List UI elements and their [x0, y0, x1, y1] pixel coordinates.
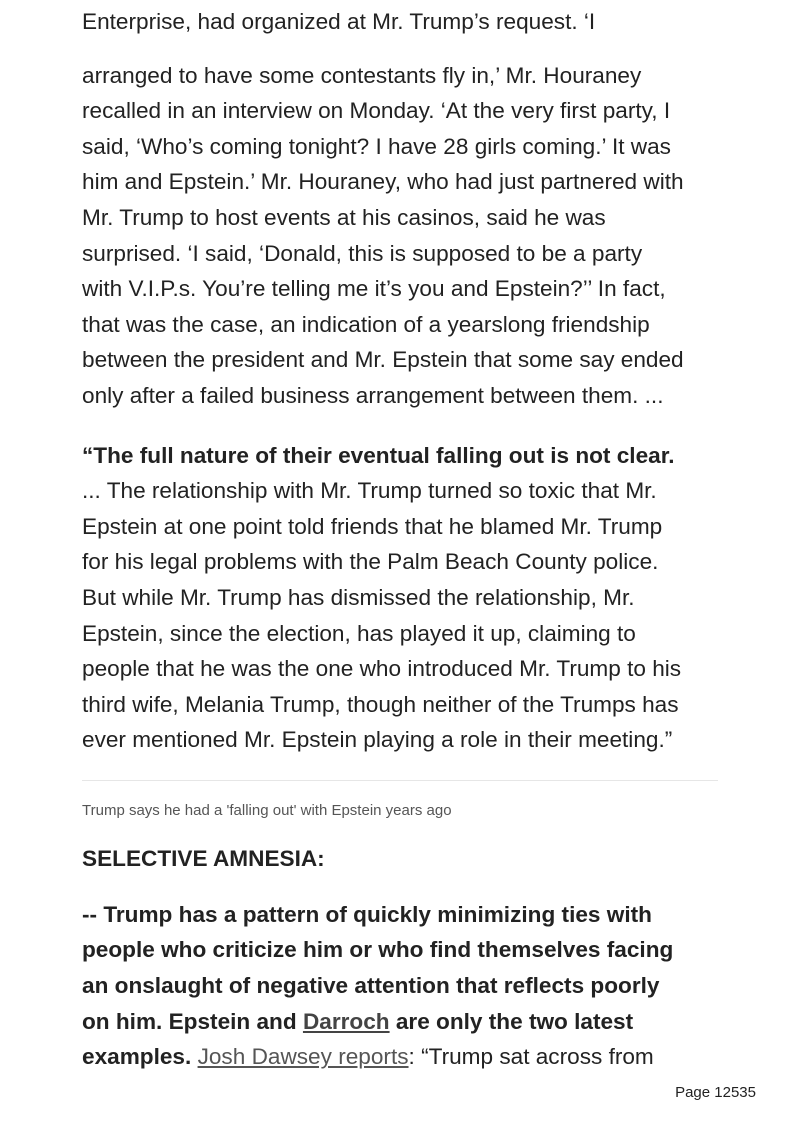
text-line: third wife, Melania Trump, though neither of the Trumps has: [82, 691, 679, 717]
text-line: Epstein at one point told friends that he blamed Mr. Trump: [82, 513, 663, 539]
text-line: only after a failed business arrangement between them. ...: [82, 382, 664, 408]
paragraph-selective-amnesia: [82, 897, 722, 1075]
text-line: said, ‘Who’s coming tonight? I have 28 girls coming.’ It was: [82, 133, 671, 159]
text-line: surprised. ‘I said, ‘Donald, this is supposed to be a party: [82, 240, 643, 266]
text-line: But while Mr. Trump has dismissed the relationship, Mr.: [82, 584, 635, 610]
text-line: that was the case, an indication of a yearslong friendship: [82, 311, 650, 337]
text-line: Epstein, since the election, has played it up, claiming to: [82, 620, 636, 646]
text-line-with-link: [82, 1004, 722, 1040]
text-line: ... The relationship with Mr. Trump turned so toxic that Mr.: [82, 478, 657, 504]
text-line: people that he was the one who introduced Mr. Trump to his: [82, 656, 682, 682]
section-divider: [82, 780, 718, 781]
text-fragment: are only the two latest: [389, 1008, 634, 1034]
bold-lead-line: “The full nature of their eventual falling out is not clear.: [82, 442, 675, 468]
section-heading: SELECTIVE AMNESIA:: [82, 845, 325, 871]
text-line: people who criticize him or who find themselves facing: [82, 937, 674, 963]
text-line: arranged to have some contestants fly in,’ Mr. Houraney: [82, 62, 642, 88]
text-fragment: on him. Epstein and: [82, 1008, 303, 1034]
text-line: between the president and Mr. Epstein that some say ended: [82, 347, 684, 373]
josh-dawsey-reports-link[interactable]: Josh Dawsey reports: [197, 1044, 409, 1070]
clipped-top-line: [82, 9, 722, 58]
text-line: with V.I.P.s. You’re telling me it’s you and Epstein?’’ In fact,: [82, 276, 666, 302]
text-line: an onslaught of negative attention that reflects poorly: [82, 973, 660, 999]
text-line: -- Trump has a pattern of quickly minimizing ties with: [82, 901, 652, 927]
darroch-link[interactable]: Darroch: [302, 1008, 390, 1034]
text-line: him and Epstein.’ Mr. Houraney, who had just partnered with: [82, 169, 684, 195]
text-fragment: examples.: [82, 1044, 192, 1070]
paragraph-falling-out: [82, 438, 722, 758]
paragraph-houraney: [82, 9, 722, 414]
video-caption: Trump says he had a 'falling out' with Epstein years ago: [82, 801, 452, 819]
text-line-with-link: [82, 1039, 722, 1075]
text-line: ever mentioned Mr. Epstein playing a role in their meeting.”: [82, 727, 673, 753]
page-number: Page 12535: [675, 1084, 756, 1101]
text-fragment: : “Trump sat across from: [408, 1044, 654, 1070]
text-line: Mr. Trump to host events at his casinos, said he was: [82, 204, 606, 230]
text-line: for his legal problems with the Palm Beach County police.: [82, 549, 659, 575]
text-line: recalled in an interview on Monday. ‘At the very first party, I: [82, 98, 671, 124]
document-body: [82, 9, 722, 1075]
clipped-text: Enterprise, had organized at Mr. Trump’s request. ‘I: [82, 9, 596, 34]
